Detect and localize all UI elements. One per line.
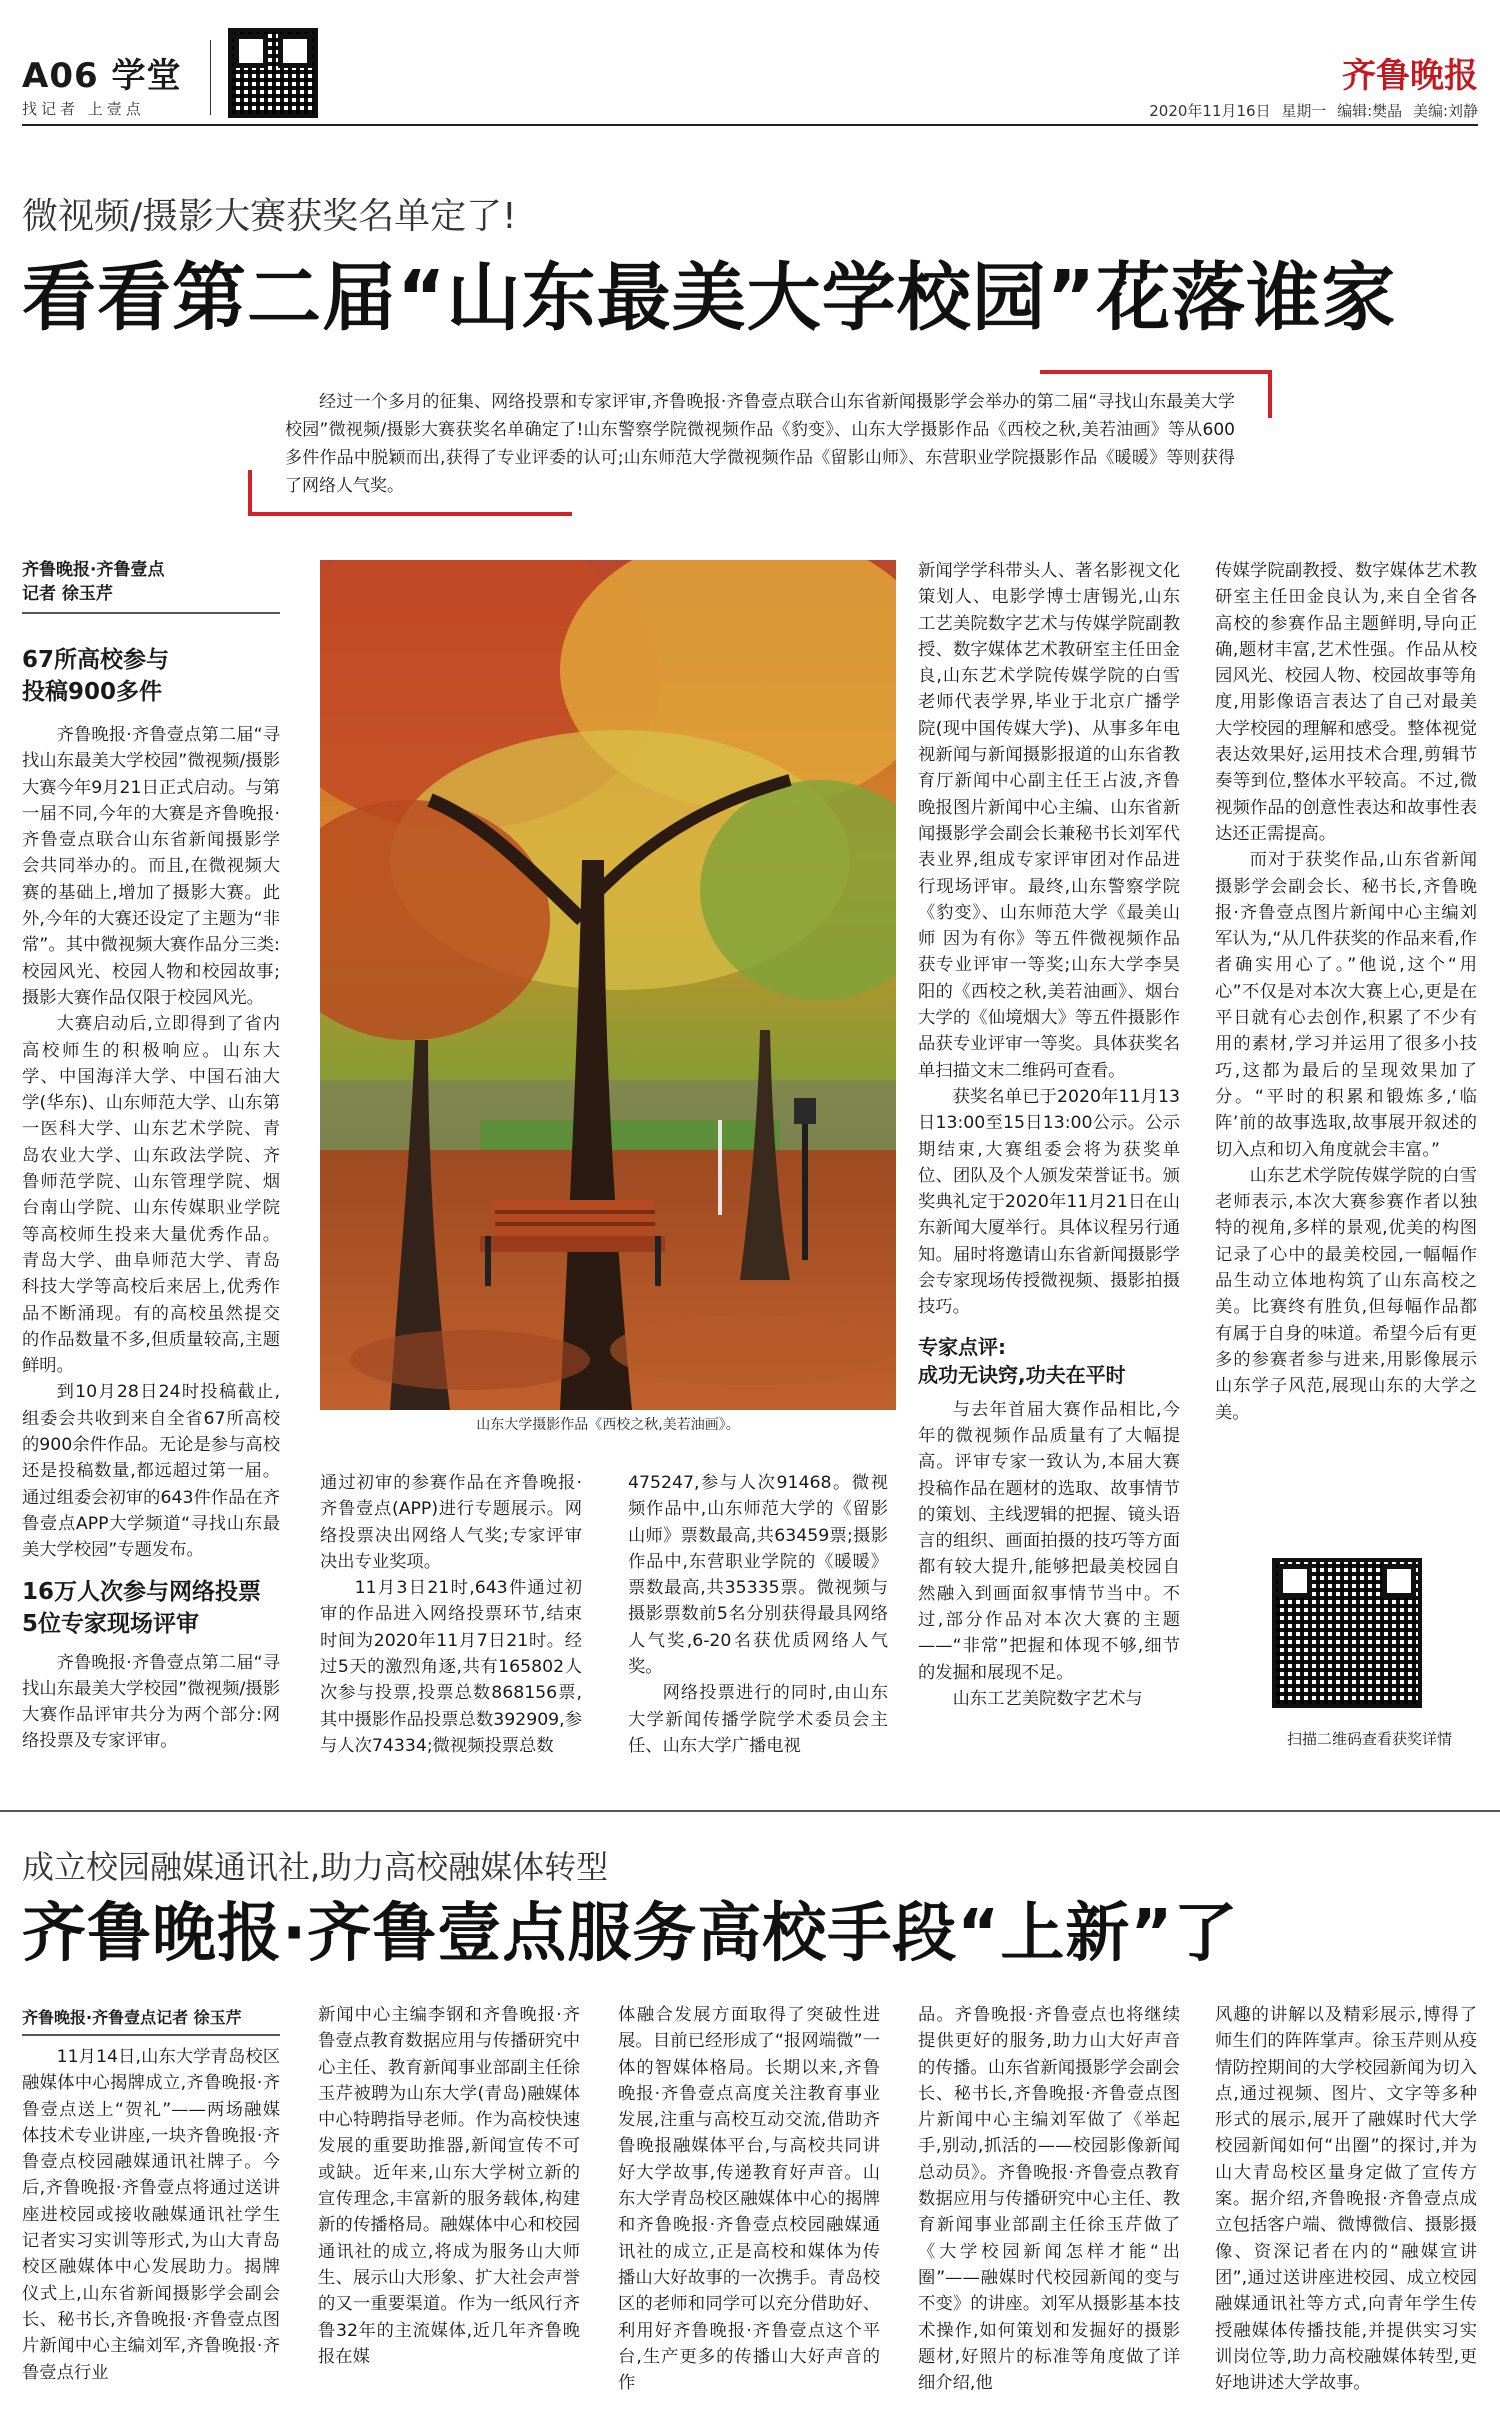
story2-headline: 齐鲁晚报·齐鲁壹点服务高校手段“上新”了 [22,1897,1239,1971]
paragraph: 齐鲁晚报·齐鲁壹点第二届“寻找山东最美大学校园”微视频/摄影大赛今年9月21日正式启动。与第一届不同,今年的大赛是齐鲁晚报·齐鲁壹点联合山东省新闻摄影学会共同举办的。而且,在微视频大赛的基础上,增加了摄影大赛。此外,今年的大赛还设定了主题为“非常”。其中微视频大赛作品分三类:校园风光、校园人物和校园故事;摄影大赛作品仅限于校园风光。 [22,725,280,1008]
story2-byline: 齐鲁晚报·齐鲁壹点记者 徐玉芹 [22,2008,242,2027]
story1-col1-body [22,722,280,1755]
campus-autumn-photo [320,560,896,1410]
story1-lead: 经过一个多月的征集、网络投票和专家评审,齐鲁晚报·齐鲁壹点联合山东省新闻摄影学会举办的第二届“寻找山东最美大学校园”微视频/摄影大赛获奖名单确定了!山东警察学院微视频作品《豹变》、山东大学摄影作品《西校之秋,美若油画》等从600多件作品中脱颖而出,获得了专业评委的认可;山东师范大学微视频作品《留影山师》、东营职业学院摄影作品《暖暖》等则获得了网络人气奖。 [285,392,1235,496]
paragraph: 网络投票进行的同时,由山东大学新闻传播学院学术委员会主任、山东大学广播电视 [628,1683,888,1756]
section-divider [0,1810,1500,1812]
results-qr-code-icon[interactable] [1272,1558,1422,1708]
story1-subhead-1a: 67所高校参与 [22,647,170,673]
story1-subhead-3a: 专家点评: [918,1334,1006,1359]
story1-byline-reporter: 记者 徐玉芹 [22,584,113,604]
paragraph: 到10月28日24时投稿截止,组委会共收到来自全省67所高校的900余件作品。无论是参与高校还是投稿数量,都远超过第一届。通过组委会初审的643件作品在齐鲁壹点APP大学频道“寻找山东最美大学校园”专题发布。 [22,1382,280,1561]
paragraph: 而对于获奖作品,山东省新闻摄影学会副会长、秘书长,齐鲁晚报·齐鲁壹点图片新闻中心主编刘军认为,“从几件获奖的作品来看,作者确实用心了。”他说,这个“用心”不仅是对本次大赛上心,更是在平日就有心去创作,积累了不少有用的素材,学习并运用了很多小技巧,这都为最后的呈现效果加了分。“平时的积累和锻炼多,‘临阵’前的故事选取,故事展开叙述的切入点和切入角度就会丰富。” [1215,850,1477,1160]
story1-col3a-body [628,1470,888,1759]
story1-kicker: 微视频/摄影大赛获奖名单定了! [22,196,517,237]
page-slogan: 找记者 上壹点 [22,100,145,118]
paragraph: 与去年首届大赛作品相比,今年的微视频作品质量有了大幅提高。评审专家一致认为,本届大赛投稿作品在题材的选取、故事情节的策划、主线逻辑的把握、镜头语言的组织、画面拍摄的技巧等方面都有较大提升,能够把最美校园自然融入到画面叙事情节当中。不过,部分作品对本次大赛的主题——“非常”把握和体现不够,细节的发掘和展现不足。 [918,1399,1180,1683]
story2-col2: 新闻中心主编李钢和齐鲁晚报·齐鲁壹点教育数据应用与传播研究中心主任、教育新闻事业部副主任徐玉芹被聘为山东大学(青岛)融媒体中心特聘指导老师。作为高校快速发展的重要助推器,新闻宣传不可或缺。近年来,山东大学树立新的宣传理念,丰富新的服务载体,构建新的传播格局。融媒体中心和校园通讯社的成立,将成为服务山大师生、展示山大形象、扩大社会声誉的又一重要渠道。作为一纸风行齐鲁32年的主流媒体,近几年齐鲁晚报在媒 [318,2005,580,2367]
story1-headline: 看看第二届“山东最美大学校园”花落谁家 [22,255,1397,341]
story1-subhead-2b: 5位专家现场评审 [22,1610,200,1637]
paragraph: 新闻学学科带头人、著名影视文化策划人、电影学博士唐锡光,山东工艺美院数字艺术与传媒学院副教授、数字媒体艺术教研室主任田金良,山东艺术学院传媒学院的白雪老师代表学界,毕业于北京广播学院(现中国传媒大学)、从事多年电视新闻与新闻摄影报道的山东省教育厅新闻中心副主任王占波,齐鲁晚报图片新闻中心主编、山东省新闻摄影学会副会长兼秘书长刘军代表业界,组成专家评审团对作品进行现场评审。最终,山东警察学院《豹变》、山东师范大学《最美山师 因为有你》等五件微视频作品获专业评审一等奖;山东大学李昊阳的《西校之秋,美若油画》、烟台大学的《仙境烟大》等五件摄影作品获专业评审一等奖。具体获奖名单扫描文末二维码可查看。 [918,561,1180,1081]
story2-col3: 体融合发展方面取得了突破性进展。目前已经形成了“报网端微”一体的智媒体格局。长期以来,齐鲁晚报·齐鲁壹点高度关注教育事业发展,注重与高校互动交流,借助齐鲁晚报融媒体平台,与高校共同讲好大学故事,传递教育好声音。山东大学青岛校区融媒体中心的揭牌和齐鲁晚报·齐鲁壹点校园融媒通讯社的成立,正是高校和媒体为传播山大好故事的一次携手。青岛校区的老师和同学可以充分借助好、利用好齐鲁晚报·齐鲁壹点这个平台,生产更多的传播山大好声音的作 [618,2005,880,2394]
byline-rule [22,612,280,614]
paragraph: 11月3日21时,643件通过初审的作品进入网络投票环节,结束时间为2020年11月7日21时。经过5天的激烈角逐,共有165802人次参与投票,投票总数868156票,其中摄影作品投票总数392909,参与人次74334;微视频投票总数 [320,1578,582,1756]
header-qr-code-icon [228,28,318,118]
page-number: A06 学堂 [22,56,182,96]
paragraph: 山东艺术学院传媒学院的白雪老师表示,本次大赛参赛作者以独特的视角,多样的景观,优美的构图记录了心中的最美校园,一幅幅作品生动立体地构筑了山东高校之美。比赛终有胜负,但每幅作品都有属于自身的味道。希望今后有更多的参赛者参与进来,用影像展示山东学子风范,展现山东的大学之美。 [1215,1165,1477,1423]
paragraph: 山东工艺美院数字艺术与 [952,1688,1143,1709]
byline-rule [22,2034,280,2036]
story2-kicker: 成立校园融媒通讯社,助力高校融媒体转型 [22,1848,609,1886]
story1-subhead-2a: 16万人次参与网络投票 [22,1578,262,1605]
paragraph: 475247,参与人次91468。微视频作品中,山东师范大学的《留影山师》票数最高,共63459票;摄影作品中,东营职业学院的《暖暖》票数最高,共35335票。微视频与摄影票数前5名分别获得最具网络人气奖,6-20名获优质网络人气奖。 [628,1473,888,1678]
newspaper-logo: 齐鲁晚报 [1342,56,1478,96]
story2-col5: 风趣的讲解以及精彩展示,博得了师生们的阵阵掌声。徐玉芹则从疫情防控期间的大学校园新闻为切入点,通过视频、图片、文字等多种形式的展示,展开了融媒时代大学校园新闻如何“出圈”的探讨,并为山大青岛校区量身定做了宣传方案。据介绍,齐鲁晚报·齐鲁壹点成立包括客户端、微博微信、摄影摄像、资深记者在内的“融媒宣讲团”,通过送讲座进校园、成立校园融媒通讯社等方式,向青年学生传授融媒体传播技能,并提供实习实训岗位等,助力高校融媒体转型,更好地讲述大学故事。 [1215,2005,1477,2394]
story1-col3-body [918,558,1180,1712]
story2-col4: 品。齐鲁晚报·齐鲁壹点也将继续提供更好的服务,助力山大好声音的传播。山东省新闻摄影学会副会长、秘书长,齐鲁晚报·齐鲁壹点图片新闻中心主编刘军做了《举起手,别动,抓活的——校园影像新闻总动员》。齐鲁晚报·齐鲁壹点教育数据应用与传播研究中心主任、教育新闻事业部副主任徐玉芹做了《大学校园新闻怎样才能“出圈”——融媒时代校园新闻的变与不变》的讲座。刘军从摄影基本技术操作,如何策划和发掘好的摄影题材,好照片的标准等角度做了详细介绍,他 [918,2005,1180,2394]
paragraph: 传媒学院副教授、数字媒体艺术教研室主任田金良认为,来自全省各高校的参赛作品主题鲜明,导向正确,题材丰富,艺术性强。作品从校园风光、校园人物、校园故事等角度,用影像语言表达了自己对最美大学校园的理解和感受。整体视觉表达效果好,运用技术合理,剪辑节奏等到位,整体水平较高。不过,微视频作品的创意性表达和故事性表达还正需提高。 [1215,561,1477,844]
paragraph: 获奖名单已于2020年11月13日13:00至15日13:00公示。公示期结束,大赛组委会将为获奖单位、团队及个人颁发荣誉证书。颁奖典礼定于2020年11月21日在山东新闻大厦举行。具体议程另行通知。届时将邀请山东省新闻摄影学会专家现场传授微视频、摄影拍摄技巧。 [918,1086,1180,1318]
header-rule [22,124,1478,126]
qr-caption: 扫描二维码查看获奖详情 [1286,1730,1452,1748]
story1-subhead-3b: 成功无诀窍,功夫在平时 [918,1362,1126,1387]
paragraph: 通过初审的参赛作品在齐鲁晚报·齐鲁壹点(APP)进行专题展示。网络投票决出网络人气奖;专家评审决出专业奖项。 [320,1473,582,1572]
story1-byline-org: 齐鲁晚报·齐鲁壹点 [22,560,165,580]
story1-subhead-1b: 投稿900多件 [22,679,163,705]
story1-col4-body [1215,558,1477,1426]
story2-col1: 11月14日,山东大学青岛校区融媒体中心揭牌成立,齐鲁晚报·齐鲁壹点送上“贺礼”——两场融媒体技术专业讲座,一块齐鲁晚报·齐鲁壹点校园融媒通讯社牌子。今后,齐鲁晚报·齐鲁壹点将通过送讲座进校园或接收融媒通讯社学生记者实习实训等形式,为山大青岛校区融媒体中心发展助力。揭牌仪式上,山东省新闻摄影学会副会长、秘书长,齐鲁晚报·齐鲁壹点图片新闻中心主编刘军,齐鲁晚报·齐鲁壹点行业 [22,2047,280,2383]
header-divider [210,40,211,115]
paragraph: 齐鲁晚报·齐鲁壹点第二届“寻找山东最美大学校园”微视频/摄影大赛作品评审共分为两个部分:网络投票及专家评审。 [22,1652,280,1752]
paragraph: 大赛启动后,立即得到了省内高校师生的积极响应。山东大学、中国海洋大学、中国石油大学(华东)、山东师范大学、山东第一医科大学、山东艺术学院、青岛农业大学、山东政法学院、齐鲁师范学院、山东管理学院、烟台南山学院、山东传媒职业学院等高校师生投来大量优秀作品。青岛大学、曲阜师范大学、青岛科技大学等高校后来居上,优秀作品不断涌现。有的高校虽然提交的作品数量不多,但质量较高,主题鲜明。 [22,1014,280,1377]
story1-col2-body [320,1470,582,1759]
photo-caption: 山东大学摄影作品《西校之秋,美若油画》。 [476,1417,740,1433]
issue-meta: 2020年11月16日 星期一 编辑:樊晶 美编:刘静 [1149,102,1478,120]
photo-illustration [320,560,896,1410]
